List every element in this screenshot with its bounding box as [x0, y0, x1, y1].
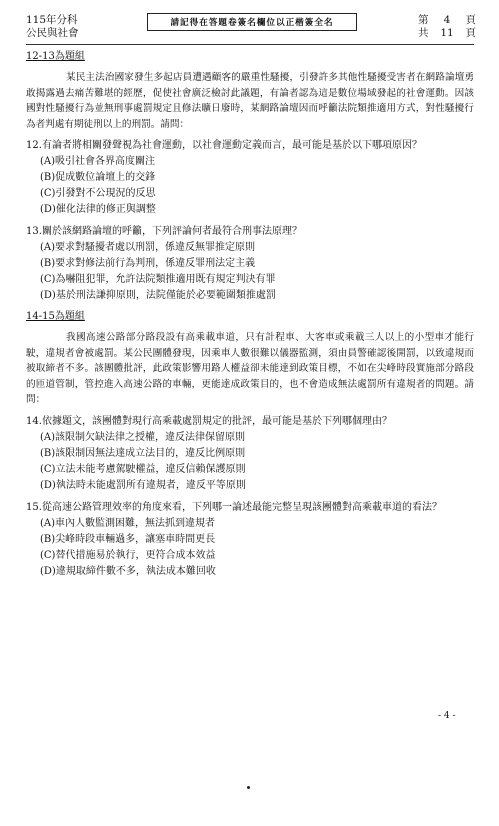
- option-label: (A): [40, 156, 56, 167]
- question-group-label: 12-13為題組: [26, 51, 85, 62]
- option-text: 催化法律的修正與調整: [55, 204, 156, 215]
- option-label: (C): [40, 188, 56, 199]
- answer-option: [40, 154, 474, 170]
- question-stem: [26, 414, 474, 429]
- option-label: (C): [40, 274, 56, 285]
- page-current: 4: [443, 14, 451, 26]
- question-stem: [26, 224, 474, 239]
- answer-option: [40, 478, 474, 494]
- option-label: (D): [40, 565, 56, 577]
- question-group-label: 14-15為題組: [26, 311, 85, 322]
- exam-year-subject: 115年分科: [26, 14, 78, 26]
- answer-options: [40, 240, 474, 304]
- answer-option: [40, 186, 474, 202]
- answer-option: [40, 548, 474, 564]
- question-number: 12.: [26, 140, 42, 151]
- answer-options: [40, 516, 474, 580]
- footer-dot-mark: [247, 786, 250, 789]
- option-text: 該限制因無法達成立法目的，違反比例原則: [55, 447, 246, 459]
- option-text: 該限制欠缺法律之授權，違反法律保留原則: [55, 431, 246, 443]
- signature-notice: 請記得在答題卷簽名欄位以正楷簽全名: [170, 18, 334, 28]
- option-label: (B): [40, 447, 56, 459]
- question-item: [26, 414, 474, 494]
- question-item: [26, 224, 474, 304]
- signature-notice-box: [147, 13, 357, 31]
- option-label: (C): [40, 549, 56, 561]
- current-page-row: [418, 14, 476, 27]
- option-text: 尖峰時段車輛過多，讓塞車時間更長: [55, 533, 216, 545]
- option-label: (D): [40, 290, 56, 301]
- option-text: 引發對不公現況的反思: [55, 188, 156, 199]
- page-unit-current: 頁: [465, 14, 476, 26]
- question-number: 13.: [26, 226, 42, 237]
- option-text: 執法時未能處罰所有違規者，違反平等原則: [55, 479, 246, 491]
- question-stem: [26, 138, 474, 153]
- option-label: (C): [40, 463, 56, 475]
- option-text: 要求對修法前行為判刑，係違反罪刑法定主義: [55, 258, 256, 269]
- answer-option: [40, 430, 474, 446]
- question-item: [26, 500, 474, 580]
- answer-option: [40, 170, 474, 186]
- option-text: 違規取締件數不多，執法成本難回收: [55, 565, 216, 577]
- answer-option: [40, 288, 474, 304]
- header-page-block: [418, 14, 476, 40]
- option-label: (D): [40, 479, 56, 491]
- page-label-current: 第: [418, 14, 429, 26]
- answer-option: [40, 446, 474, 462]
- page-label-total: 共: [418, 27, 429, 39]
- answer-options: [40, 154, 474, 218]
- question-sections: [26, 50, 474, 580]
- question-text: 從高速公路管理效率的角度來看，下列哪一論述最能完整呈現該團體對高乘載車道的看法？: [42, 501, 442, 513]
- option-text: 替代措施易於執行，更符合成本效益: [55, 549, 216, 561]
- option-text: 為嚇阻犯罪，允許法院類推適用既有規定判決有罪: [55, 274, 276, 285]
- question-number: 14.: [26, 415, 42, 427]
- option-label: (B): [40, 533, 56, 545]
- question-stem: [26, 500, 474, 515]
- page-total: 11: [440, 27, 454, 39]
- answer-option: [40, 516, 474, 532]
- option-label: (D): [40, 204, 56, 215]
- page-unit-total: 頁: [465, 27, 476, 39]
- header-subject-block: [26, 14, 79, 40]
- footer-page-number: - 4 -: [438, 711, 456, 721]
- question-text: 有論者將相關發聲視為社會運動，以社會運動定義而言，最可能是基於以下哪項原因？: [42, 140, 422, 151]
- answer-option: [40, 256, 474, 272]
- option-text: 基於刑法謙抑原則，法院僅能於必要範圍類推處罰: [55, 290, 276, 301]
- answer-option: [40, 462, 474, 478]
- option-text: 吸引社會各界高度關注: [55, 156, 156, 167]
- question-text: 關於該網路論壇的呼籲，下列評論何者最符合刑事法原理？: [42, 226, 302, 237]
- header-divider: [26, 44, 474, 45]
- option-label: (A): [40, 242, 56, 253]
- question-text: 依據題文，該團體對現行高乘載處罰規定的批評，最可能是基於下列哪個理由？: [42, 415, 392, 427]
- answer-option: [40, 564, 474, 580]
- reading-passage: 某民主法治國家發生多起店員遭遇顧客的嚴重性騷擾，引發許多其他性騷擾受害者在網路論壇勇敢揭露過去痛苦難堪的經歷，促使社會廣泛檢討此議題，有論者認為這是數位場域發起的社會運動。因該國對性騷擾行為並無刑事處罰規定且修法曠日廢時，某網路論壇因而呼籲法院類推適用方式，對性騷擾行為者判處有期徒刑以上的刑罰。請問：: [26, 72, 474, 130]
- option-label: (B): [40, 172, 56, 183]
- reading-passage: 我國高速公路部分路段設有高乘載車道，只有計程車、大客車或乘載三人以上的小型車才能行駛，違規者會被處罰。某公民團體發現，因乘車人數很難以儀器監測，須由員警確認後開罰，以致違規而被取締者不多。該團體批評，此政策影響用路人權益卻未能達到政策目標，不如在尖峰時段實施部分路段的匝道管制，管控進入高速公路的車輛，更能達成政策目的，也不會造成無法處罰所有違規者的問題。請問：: [26, 332, 474, 405]
- question-item: [26, 138, 474, 218]
- answer-options: [40, 430, 474, 494]
- answer-option: [40, 202, 474, 218]
- option-text: 車內人數監測困難，無法抓到違規者: [55, 517, 216, 529]
- exam-content: [26, 50, 474, 586]
- option-text: 立法未能考慮駕駛權益，違反信賴保護原則: [55, 463, 246, 475]
- subject-name: 公民與社會: [26, 27, 79, 39]
- answer-option: [40, 272, 474, 288]
- answer-option: [40, 532, 474, 548]
- question-number: 15.: [26, 501, 42, 513]
- option-label: (A): [40, 517, 56, 529]
- option-label: (A): [40, 431, 56, 443]
- total-page-row: [418, 27, 476, 40]
- option-text: 要求對騷擾者處以刑罰，係違反無罪推定原則: [55, 242, 256, 253]
- option-text: 促成數位論壇上的交鋒: [55, 172, 156, 183]
- option-label: (B): [40, 258, 56, 269]
- answer-option: [40, 240, 474, 256]
